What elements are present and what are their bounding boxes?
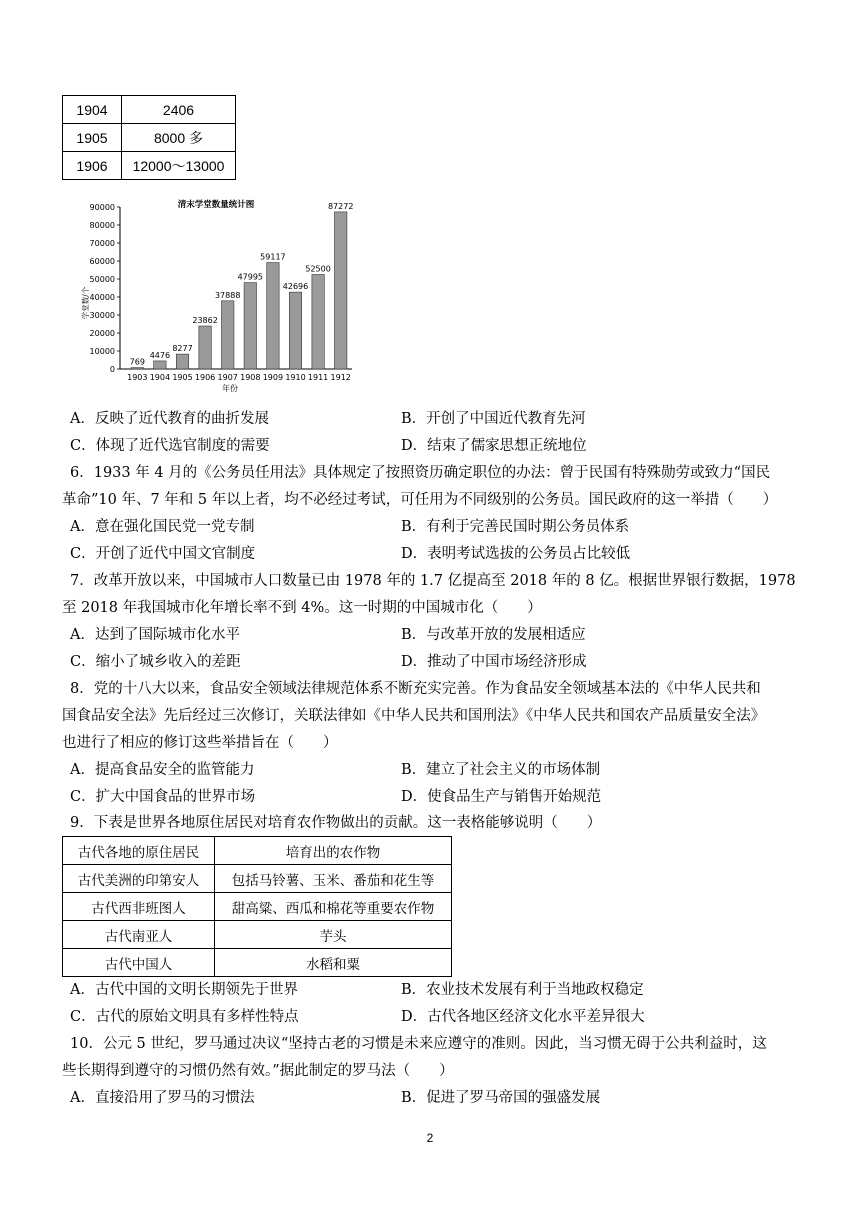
bar <box>289 292 301 369</box>
y-axis-label: 学堂数/个 <box>81 286 90 320</box>
school-count-chart <box>80 197 360 399</box>
table-header-cell: 古代各地的原住居民 <box>63 837 215 865</box>
table-cell: 古代西非班图人 <box>63 893 215 921</box>
x-tick-label: 1907 <box>217 373 238 382</box>
bar <box>334 212 346 369</box>
page-number: 2 <box>426 1131 434 1145</box>
chart-title: 清末学堂数量统计图 <box>177 200 255 210</box>
table-header-cell: 培育出的农作物 <box>215 837 452 865</box>
table-cell: 古代美洲的印第安人 <box>63 865 215 893</box>
q10-option-a[interactable]: A．直接沿用了罗马的习惯法 <box>70 1090 255 1106</box>
bar <box>176 354 188 369</box>
table-cell: 甜高粱、西瓜和棉花等重要农作物 <box>215 893 452 921</box>
q5-option-d[interactable]: D．结束了儒家思想正统地位 <box>401 438 587 454</box>
q10-stem-line-1: 10．公元 5 世纪，罗马通过决议“坚持古老的习惯是未来应遵守的准则。因此，当习惯无碍于公共利益时，这 <box>70 1036 767 1052</box>
y-tick-label: 80000 <box>89 221 115 230</box>
q7-stem-line-1: 7．改革开放以来，中国城市人口数量已由 1978 年的 1.7 亿提高至 2018 年的 8 亿。根据世界银行数据，1978 <box>70 573 796 589</box>
q8-option-a[interactable]: A．提高食品安全的监管能力 <box>70 762 255 778</box>
q6-option-d[interactable]: D．表明考试选拔的公务员占比较低 <box>401 546 631 562</box>
q9-option-b[interactable]: B．农业技术发展有利于当地政权稳定 <box>401 982 644 998</box>
table-cell: 1906 <box>63 152 122 180</box>
crop-contribution-table <box>62 836 452 977</box>
bar <box>131 368 143 369</box>
table-cell: 8000 多 <box>122 124 236 152</box>
q6-stem-line-1: 6．1933 年 4 月的《公务员任用法》具体规定了按照资历确定职位的办法：曾于民国有特殊勋劳或致力“国民 <box>70 465 771 481</box>
q7-stem-line-2: 至 2018 年我国城市化年增长率不到 4%。这一时期的中国城市化（ ） <box>62 600 542 616</box>
q5-option-c[interactable]: C．体现了近代选官制度的需要 <box>70 438 270 454</box>
table-cell: 1905 <box>63 124 122 152</box>
y-tick-label: 90000 <box>89 203 115 212</box>
x-tick-label: 1904 <box>149 373 171 382</box>
data-label: 4476 <box>149 350 171 360</box>
x-tick-label: 1905 <box>172 373 193 382</box>
q5-option-a[interactable]: A．反映了近代教育的曲折发展 <box>70 411 269 427</box>
bar <box>199 326 211 369</box>
q8-stem-line-1: 8．党的十八大以来，食品安全领域法律规范体系不断充实完善。作为食品安全领域基本法的《中华人民共和 <box>70 681 761 697</box>
data-label: 8277 <box>172 344 193 354</box>
q8-stem-line-2: 国食品安全法》先后经过三次修订，关联法律如《中华人民共和国刑法》《中华人民共和国农产品质量安全法》 <box>62 708 766 724</box>
data-label: 42696 <box>282 282 309 292</box>
q10-option-b[interactable]: B．促进了罗马帝国的强盛发展 <box>401 1090 601 1106</box>
table-row <box>63 865 452 893</box>
q7-option-c[interactable]: C．缩小了城乡收入的差距 <box>70 654 241 670</box>
y-tick-label: 20000 <box>89 329 115 338</box>
q7-option-b[interactable]: B．与改革开放的发展相适应 <box>401 627 586 643</box>
x-tick-label: 1910 <box>285 373 306 382</box>
y-tick-label: 30000 <box>89 311 115 320</box>
table-row <box>63 96 236 124</box>
q5-option-b[interactable]: B．开创了中国近代教育先河 <box>401 411 586 427</box>
q10-stem-line-2: 些长期得到遵守的习惯仍然有效。”据此制定的罗马法（ ） <box>62 1063 454 1079</box>
q9-option-c[interactable]: C．古代的原始文明具有多样性特点 <box>70 1009 299 1025</box>
data-label: 59117 <box>260 252 286 262</box>
q8-option-d[interactable]: D．使食品生产与销售开始规范 <box>401 789 602 805</box>
y-tick-label: 40000 <box>89 293 115 302</box>
table-row <box>63 893 452 921</box>
x-tick-label: 1903 <box>127 373 148 382</box>
table-cell: 12000～13000 <box>122 152 236 180</box>
bar <box>154 361 166 369</box>
q6-stem-line-2: 革命”10 年、7 年和 5 年以上者，均不必经过考试，可任用为不同级别的公务员。国民政府的这一举措（ ） <box>62 492 778 508</box>
data-label: 87272 <box>327 201 354 211</box>
table-cell: 包括马铃薯、玉米、番茄和花生等 <box>215 865 452 893</box>
x-tick-label: 1909 <box>262 373 284 382</box>
table-row <box>63 152 236 180</box>
x-tick-label: 1911 <box>307 373 329 382</box>
x-axis-label: 年份 <box>222 384 238 393</box>
table-header-row <box>63 837 452 865</box>
q6-option-c[interactable]: C．开创了近代中国文官制度 <box>70 546 256 562</box>
table-cell: 古代中国人 <box>63 949 215 977</box>
q8-option-c[interactable]: C．扩大中国食品的世界市场 <box>70 789 256 805</box>
table-cell: 水稻和粟 <box>215 949 452 977</box>
bar-chart <box>80 197 360 399</box>
data-label: 47995 <box>237 272 264 282</box>
q8-stem-line-3: 也进行了相应的修订这些举措旨在（ ） <box>62 735 338 751</box>
q7-option-a[interactable]: A．达到了国际城市化水平 <box>70 627 240 643</box>
y-tick-label: 10000 <box>89 347 115 356</box>
school-count-table <box>62 95 236 180</box>
y-tick-label: 60000 <box>89 257 115 266</box>
data-label: 23862 <box>192 316 218 326</box>
y-tick-label: 70000 <box>89 239 115 248</box>
x-tick-label: 1912 <box>330 373 351 382</box>
x-tick-label: 1906 <box>194 373 216 382</box>
bar <box>267 263 279 369</box>
q8-option-b[interactable]: B．建立了社会主义的市场体制 <box>401 762 601 778</box>
data-label: 52500 <box>305 264 331 274</box>
bar <box>244 283 256 369</box>
table-row <box>63 124 236 152</box>
q7-option-d[interactable]: D．推动了中国市场经济形成 <box>401 654 587 670</box>
x-tick-label: 1908 <box>240 373 261 382</box>
y-tick-label: 50000 <box>89 275 115 284</box>
table-cell: 1904 <box>63 96 122 124</box>
table-row <box>63 949 452 977</box>
q6-option-b[interactable]: B．有利于完善民国时期公务员体系 <box>401 519 630 535</box>
bar <box>312 275 324 370</box>
data-label: 37888 <box>214 290 241 300</box>
q9-option-a[interactable]: A．古代中国的文明长期领先于世界 <box>70 982 298 998</box>
table-row <box>63 921 452 949</box>
table-cell: 2406 <box>122 96 236 124</box>
table-cell: 古代南亚人 <box>63 921 215 949</box>
table-cell: 芋头 <box>215 921 452 949</box>
q9-option-d[interactable]: D．古代各地区经济文化水平差异很大 <box>401 1009 645 1025</box>
y-tick-label: 0 <box>109 365 115 374</box>
bar <box>221 301 233 369</box>
q6-option-a[interactable]: A．意在强化国民党一党专制 <box>70 519 255 535</box>
q9-stem: 9．下表是世界各地原住居民对培育农作物做出的贡献。这一表格能够说明（ ） <box>70 815 602 831</box>
data-label: 769 <box>129 357 145 367</box>
